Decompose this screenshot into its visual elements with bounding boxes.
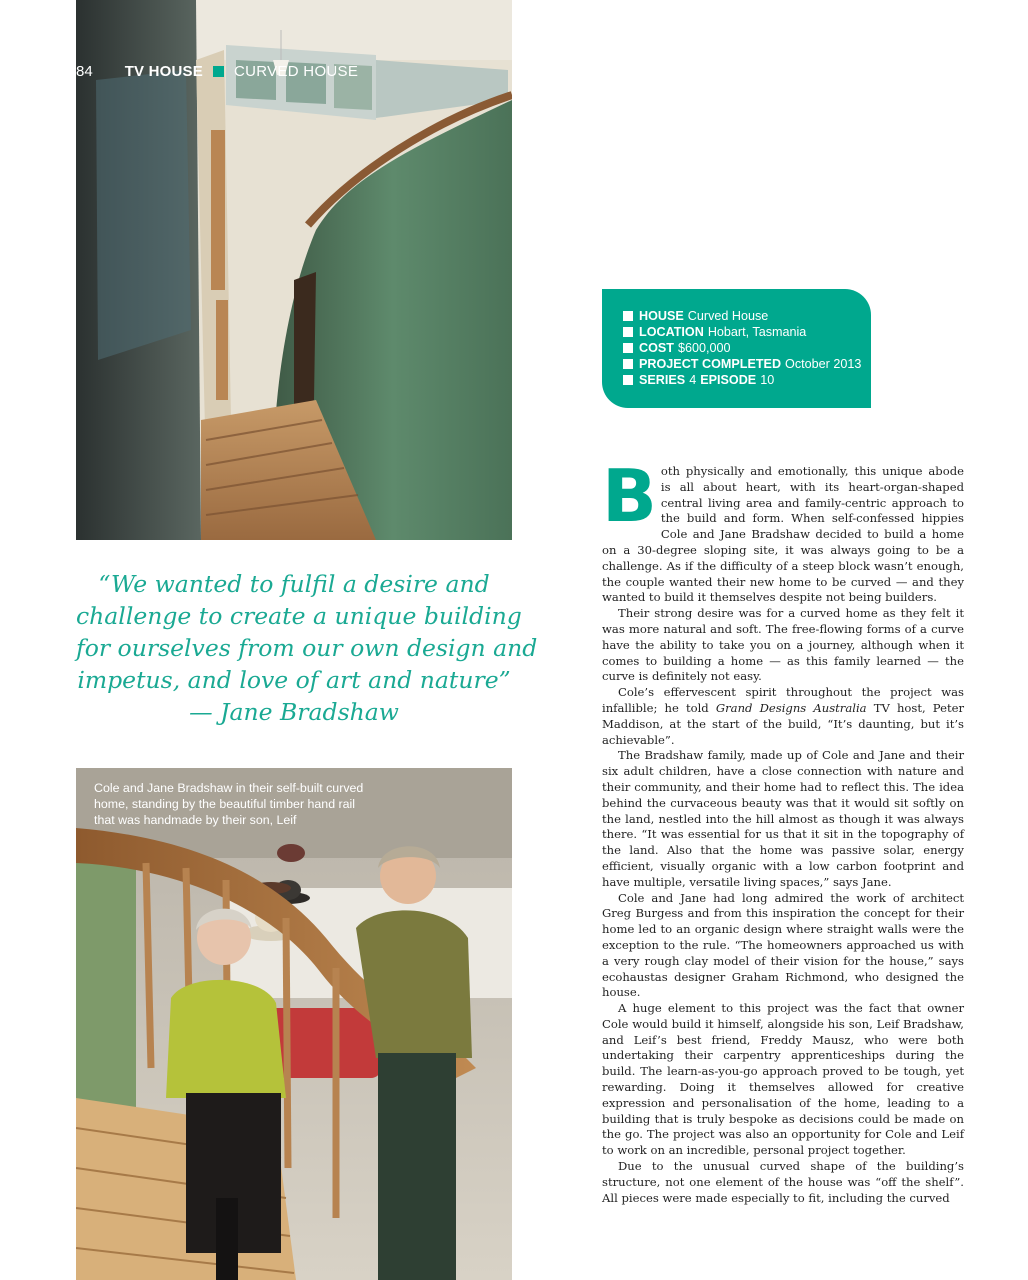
article-paragraph: Their strong desire was for a curved home as they felt it was more natural and soft. The free-flowing forms of a curve have the ability to take you on a journey, although when it comes to building a home — as this family learned — the curve is definitely not easy. <box>602 606 964 684</box>
fact-value: 4 <box>689 373 697 387</box>
square-bullet-icon <box>623 327 633 337</box>
square-bullet-icon <box>623 359 633 369</box>
fact-row <box>623 308 861 324</box>
section-title: TV HOUSE <box>124 62 203 80</box>
paragraph-text: TV host, Peter Maddison, at the start of the build, “It’s daunting, but it’s achievable”. <box>602 700 965 747</box>
article-body <box>602 454 965 1206</box>
quote-attribution: — Jane Bradshaw <box>189 698 399 726</box>
fact-row <box>623 372 861 388</box>
quote-line: challenge to create a unique building <box>76 602 522 630</box>
article-paragraph <box>602 454 964 606</box>
fact-label: PROJECT COMPLETED <box>639 357 782 371</box>
fact-value: Curved House <box>687 309 769 323</box>
section-divider-square <box>213 66 224 77</box>
stairwell-illustration <box>76 0 512 540</box>
fact-label: EPISODE <box>700 373 757 387</box>
pull-quote <box>76 568 538 728</box>
fact-value: 10 <box>760 373 775 387</box>
stairwell-photo <box>76 0 512 540</box>
show-title: Grand Designs Australia <box>715 700 867 715</box>
square-bullet-icon <box>623 311 633 321</box>
fact-label: SERIES <box>639 373 686 387</box>
article-paragraph: A huge element to this project was the fact that owner Cole would build it himself, alongside his son, Leif Bradshaw, and Leif’s best friend, Freddy Mausz, who were both undertaking their carpentry apprenticeships during the build. The learn-as-you-go approach proved to be tough, yet rewarding. Doing it themselves allowed for creative expression and personalisation of the home, leading to a building that is truly bespoke as decisions could be made on the go. The project was also an opportunity for Cole and Leif to work on an incredible, personal project together. <box>602 1001 964 1158</box>
page-number: 84 <box>76 62 93 80</box>
subsection-title: CURVED HOUSE <box>233 62 359 80</box>
article-paragraph: The Bradshaw family, made up of Cole and Jane and their six adult children, have a close connection with nature and their community, and their home had to reflect this. The idea behind the curvaceous beauty was that it would sit softly on the land, nestled into the hill almost as though it was always there. “It was essential for us that it sit in the topography of the land. Also that the home was passive solar, energy efficient, visually organic with a low carbon footprint and have multiple, versatile living spaces,” says Jane. <box>602 748 964 889</box>
paragraph-text: Cole’s effervescent spirit throughout the project was infallible; he told <box>602 685 964 715</box>
fact-row <box>623 356 861 372</box>
owners-illustration <box>76 768 512 1280</box>
article-paragraph <box>602 685 964 748</box>
quote-line: “We wanted to fulfil a desire and <box>98 570 490 598</box>
fact-label: COST <box>639 341 674 355</box>
paragraph-text: oth physically and emotionally, this unique abode is all about heart, with its heart-organ-shaped central living area and family-centric approach to the build and form. When self-confessed hippies Cole and Jane Bradshaw decided to build a home on a 30-degree sloping site, it was always going to be a challenge. As if the difficulty of a steep block wasn’t enough, the couple wanted their new home to be curved — and they wanted to build it themselves despite not being builders. <box>602 464 964 605</box>
owners-photo <box>76 768 512 1280</box>
fact-value: $600,000 <box>677 341 731 355</box>
article-paragraph: Cole and Jane had long admired the work of architect Greg Burgess and from this inspiration the concept for their home led to an organic design where straight walls were the exception to the rule. “The homeowners approached us with a very rough clay model of their vision for the house,” says ecohaustas designer Graham Richmond, who designed the house. <box>602 890 964 1000</box>
running-header <box>76 61 358 81</box>
fact-value: Hobart, Tasmania <box>707 325 807 339</box>
fact-value: October 2013 <box>785 357 862 371</box>
square-bullet-icon <box>623 343 633 353</box>
fact-row <box>623 324 861 340</box>
quote-line: impetus, and love of art and nature” <box>77 666 511 694</box>
facts-box <box>602 289 871 408</box>
square-bullet-icon <box>623 375 633 385</box>
drop-cap: B <box>602 454 657 538</box>
fact-label: LOCATION <box>639 325 704 339</box>
fact-row <box>623 340 861 356</box>
fact-label: HOUSE <box>639 309 684 323</box>
quote-line: for ourselves from our own design and <box>76 634 538 662</box>
photo-caption: Cole and Jane Bradshaw in their self-built curved home, standing by the beautiful timber hand rail that was handmade by their son, Leif <box>94 781 364 827</box>
article-paragraph: Due to the unusual curved shape of the building’s structure, not one element of the house was “off the shelf”. All pieces were made especially to fit, including the curved <box>602 1159 964 1205</box>
